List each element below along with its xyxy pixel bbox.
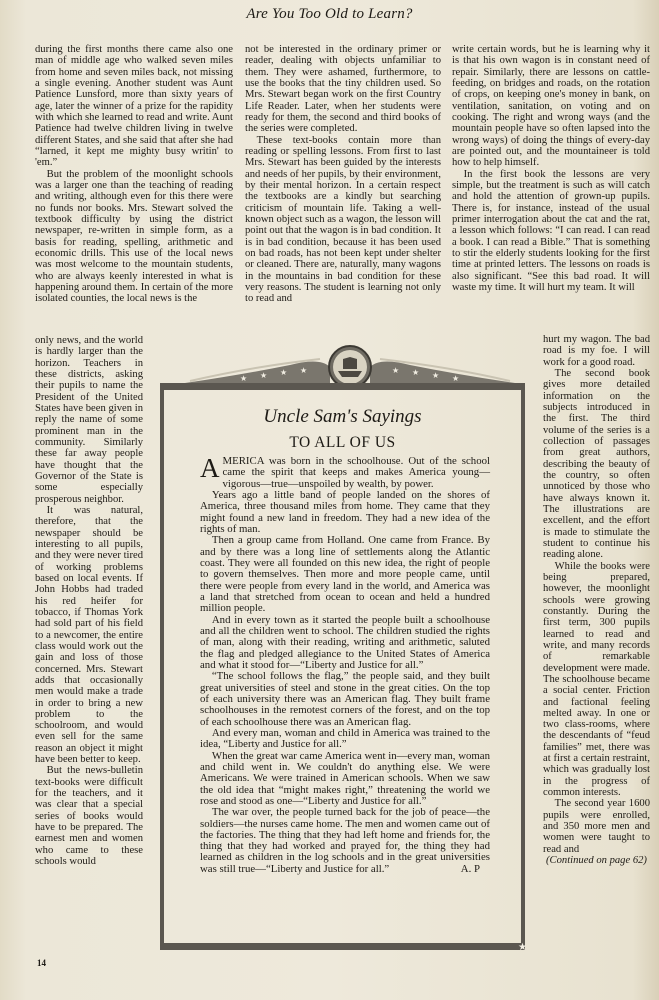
box-body (200, 453, 490, 875)
svg-text:★: ★ (452, 374, 460, 383)
svg-text:★: ★ (260, 371, 268, 380)
paragraph: during the first months there came also one man of middle age who walked seven miles from home and seven miles back, not missing a single evening. Another student was Aunt Patience Lunsford, more than sixty years of age, later the winner of a prize for the rapidity with which she learned to read and write. Aunt Patience had twelve children living in twelve different States, and she said that after she had “larned, it kept me mighty busy writin' to 'em.” (35, 44, 233, 169)
paragraph (200, 807, 490, 875)
column-1-bottom (35, 335, 143, 867)
paragraph: And every man, woman and child in America was trained to the idea, “Liberty and Justice for all.” (200, 726, 490, 751)
svg-text:★: ★ (392, 366, 400, 375)
column-1-top (35, 44, 233, 305)
paragraph (200, 453, 490, 490)
svg-text:★: ★ (300, 366, 308, 375)
signature: A. P (460, 862, 480, 875)
paragraph: The second year 1600 pupils were enrolled, and 350 more men and women were taught to read and (543, 798, 650, 855)
paragraph: The second book gives more detailed information on the subjects introduced in the first. The third volume of the series is a collection of passages from great authors, describing the beauty of the country, so often unnoticed by those who have always known it. The illustrations are excellent, and the effort is made to stimulate the student to continue his reading alone. (543, 367, 650, 561)
svg-text:★: ★ (280, 368, 288, 377)
paragraph: But the problem of the moonlight schools was a larger one than the teaching of reading and writing, although even for this there were no funds nor books. Mrs. Stewart solved the textbook difficulty by using the district newspaper, re-written in simple form, as a basis for reading, spelling, arithmetic and economic drills. This use of the local news was most welcome to the mountain students, who are always keenly interested in what is happening around them. In certain of the more isolated counties, the local news is the (35, 168, 233, 305)
continued-note: (Continued on page 62) (546, 855, 647, 867)
paragraph: Years ago a little band of people landed on the shores of America, three thousand miles from home. They came that they might found a new land in freedom. They had a new idea of the rights of man. (200, 488, 490, 535)
column-3-bottom (543, 334, 650, 866)
paragraph: only news, and the world is hardly larger than the horizon. Teachers in these districts, asking their pupils to name the President of the United States have been given in reply the name of some prominent man in the community. Similarly these far away people have thought that the Governor of the State is some especially prosperous neighbor. (35, 335, 143, 505)
paragraph: In the first book the lessons are very simple, but the treatment is such as will catch and hold the attention of grown-up pupils. There is, for instance, instead of the usual primer interrogation about the cat and the rat, a lesson which follows: “I can read. I can read a book. I can read a Bible.” That is something to stir the elderly students looking for the first time at printed letters. The lessons on roads is also significant. “See this bad road. It will waste my time. It will hurt my team. It will (452, 168, 650, 293)
paragraph: And in every town as it started the people built a schoolhouse and all the children went to school. The children studied the rights of man, along with their reading, writing and arithmetic, saluted the flag and pledged allegiance to the United States of America and what it stood for—“Liberty and Justice for all.” (200, 613, 490, 671)
paragraph-text: MERICA was born in the schoolhouse. Out of the school came the spirit that keeps and makes America young—vigorous—true—unspoiled by wealth, by power. (222, 455, 490, 490)
paragraph: hurt my wagon. The bad road is my foe. I will work for a good road. (543, 334, 650, 368)
paragraph: not be interested in the ordinary primer or reader, dealing with objects unfamiliar to them. They were ashamed, furthermore, to use the books that the tiny children used. So Mrs. Stewart began work on the first Country Life Reader. Later, when her students were ready for them, the second and third books of the series were completed. (245, 44, 441, 135)
paragraph: But the news-bulletin text-books were difficult for the teachers, and it was clear that a special series of books would have to be prepared. The earnest men and women who came to these schools would (35, 765, 143, 868)
paragraph-text: The war over, the people turned back for the job of peace—the soldiers—the nurses came home. The men and women came out of the factories. The thing that they had left home and friends for, the thing that they had worked and prayed for, the thing they had learned as children in the log schools and in the great universities was still true—“Liberty and Justice for all.” (200, 806, 490, 875)
page-number: 14 (37, 958, 46, 968)
paragraph: write certain words, but he is learning why it is that his own wagon is in constant need of repair. Similarly, there are lessons on cattle-feeding, on bridges and roads, on the rotation of crops, on keeping one's money in bank, on ventilation, sanitation, on voting and on cooking. The right and wrong ways (and the mountain people have so often lapsed into the wrong ways) of doing the things of every-day are pointed out, and the mountaineer is told how to help himself. (452, 44, 650, 169)
column-3-top (452, 44, 650, 293)
running-title: Are You Too Old to Learn? (246, 6, 413, 22)
paragraph: While the books were being prepared, however, the moonlight schools were growing constantly. During the first term, 300 pupils learned to read and write, and many records of remarkable development were made. The schoolhouse became a social center. Friction and factional feeling melted away. In one or two class-rooms, where the descendants of “feud families” met, there was at first a certain restraint, which was gradually lost in the progress of common interests. (543, 560, 650, 799)
svg-text:★: ★ (432, 371, 440, 380)
paragraph: It was natural, therefore, that the newspaper should be interesting to all pupils, and they were never tired of working problems based on local events. If John Hobbs had traded his red heifer for tobacco, if Thomas York had sold part of his field to a newcomer, the entire class would work out the gain and loss of those concerned. Mrs. Stewart adds that occasionally men would make a trade in order to bring a new problem to the schoolroom, and would even sell for the same reason an object it might have been better to keep. (35, 504, 143, 766)
star-icon: ★ (518, 942, 527, 953)
svg-text:★: ★ (240, 374, 248, 383)
drop-cap: A (200, 453, 220, 483)
paragraph: When the great war came America went in—every man, woman and child went in. We couldn't do anything else. We were Americans. We were trained in American schools. When we saw the old idea that “might makes right,” threatening the world we rose and stood as one—“Liberty and Justice for all.” (200, 749, 490, 807)
svg-text:★: ★ (412, 368, 420, 377)
paragraph: “The school follows the flag,” the people said, and they built great universities of steel and stone in the great cities. On the top of each university there was an American flag. They built frame schoolhouses in the remotest corners of the forest, and on the top of each schoolhouse there was an American flag. (200, 670, 490, 728)
box-subtitle: TO ALL OF US (289, 434, 396, 451)
paragraph: These text-books contain more than reading or spelling lessons. From first to last Mrs. Stewart has been guided by the interests and needs of her pupils, by their environment, by their mental horizon. In a certain respect the textbooks are a kindly but searching criticism of mountain life. Taking a well-known object such as a wagon, the lesson will point out that the wagon is in bad condition. It is in bad condition, because it has been used on bad roads, has not been kept under shelter or cleaned. There are, naturally, many wagons in the mountains in bad condition for these very reasons. The student is learning not only to read and (245, 134, 441, 305)
paragraph: Then a group came from Holland. One came from France. By and by there was a long line of settlements along the Atlantic coast. They were all founded on this new idea, the right of people to govern themselves. Then more and more people came, until there were people from every land in the world, and America was a land that stretched from ocean to ocean and held a hundred million people. (200, 534, 490, 615)
uncle-sams-sayings-box (160, 383, 527, 953)
box-title: Uncle Sam's Sayings (263, 406, 422, 427)
column-2 (245, 44, 441, 305)
